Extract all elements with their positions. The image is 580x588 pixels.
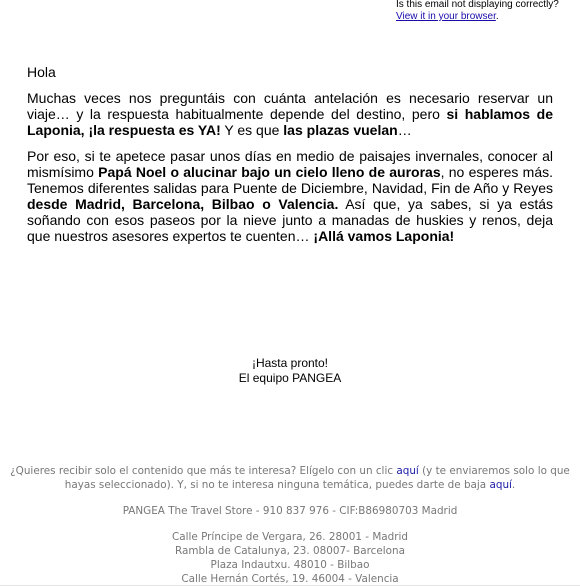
- p1-ellipsis: …: [397, 122, 412, 138]
- preheader-period: .: [495, 11, 499, 22]
- address-bilbao: Plaza Indautxu. 48010 - Bilbao: [210, 559, 370, 571]
- pref-text-b: (y te enviaremos solo lo que hayas seleccionado). Y, si no te interesa ninguna temática, puedes darte de baja: [64, 465, 570, 491]
- signoff-line1: ¡Hasta pronto!: [251, 356, 329, 370]
- p1-text-a: Muchas veces nos preguntáis con cuánta antelación es necesario reservar un viaje… y la respuesta habitualmente depende del destino, pero: [27, 90, 553, 122]
- pref-text-a: ¿Quieres recibir solo el contenido que más te interesa? Elígelo con un clic: [10, 465, 397, 477]
- preheader-question: Is this email not displaying correctly?: [396, 0, 559, 10]
- p2-highlight-cities: desde Madrid, Barcelona, Bilbao o Valencia.: [27, 196, 339, 212]
- bottom-divider: [0, 585, 580, 586]
- p2-text-a: Por eso, si te apetece pasar unos días en medio de paisajes invernales, conocer al mismísimo: [27, 148, 553, 180]
- footer: [0, 464, 580, 586]
- email-body: [27, 64, 553, 254]
- address-barcelona: Rambla de Catalunya, 23. 08007- Barcelona: [175, 545, 405, 557]
- paragraph-offer: [27, 148, 553, 244]
- p2-text-e: Así que, ya sabes, si ya estás soñando con esos paseos por la nieve junto a manadas de huskies y renos, deja que nuestros asesores expertos te cuenten…: [27, 196, 553, 244]
- view-in-browser-link[interactable]: View it in your browser: [396, 11, 496, 22]
- signoff-line2: El equipo PANGEA: [238, 371, 342, 385]
- preheader: [396, 0, 580, 23]
- address-list: [0, 530, 580, 586]
- address-valencia: Calle Hernán Cortés, 19. 46004 - Valencia: [181, 573, 399, 585]
- pref-text-c: .: [511, 479, 516, 491]
- preheader-browser-line: [396, 11, 580, 23]
- p2-highlight-papa-noel: Papá Noel o alucinar bajo un cielo lleno de auroras: [98, 164, 441, 180]
- preferences-link[interactable]: aquí: [396, 465, 419, 477]
- address-madrid: Calle Príncipe de Vergara, 26. 28001 - Madrid: [171, 531, 408, 543]
- preferences-notice: [0, 464, 580, 492]
- p1-text-c: Y es que: [220, 122, 284, 138]
- company-info: PANGEA The Travel Store - 910 837 976 - CIF:B86980703 Madrid: [122, 505, 458, 517]
- greeting: Hola: [27, 64, 56, 80]
- p2-highlight-alla-vamos: ¡Allá vamos Laponia!: [313, 228, 455, 244]
- unsubscribe-link[interactable]: aquí: [489, 479, 512, 491]
- p1-highlight-laponia: si hablamos de Laponia, ¡la respuesta es YA!: [27, 106, 553, 138]
- p2-text-c: , no esperes más. Tenemos diferentes salidas para Puente de Diciembre, Navidad, Fin de Año y Reyes: [27, 164, 553, 196]
- paragraph-booking: [27, 90, 553, 138]
- signoff: [0, 356, 580, 386]
- p1-highlight-plazas: las plazas vuelan: [283, 122, 398, 138]
